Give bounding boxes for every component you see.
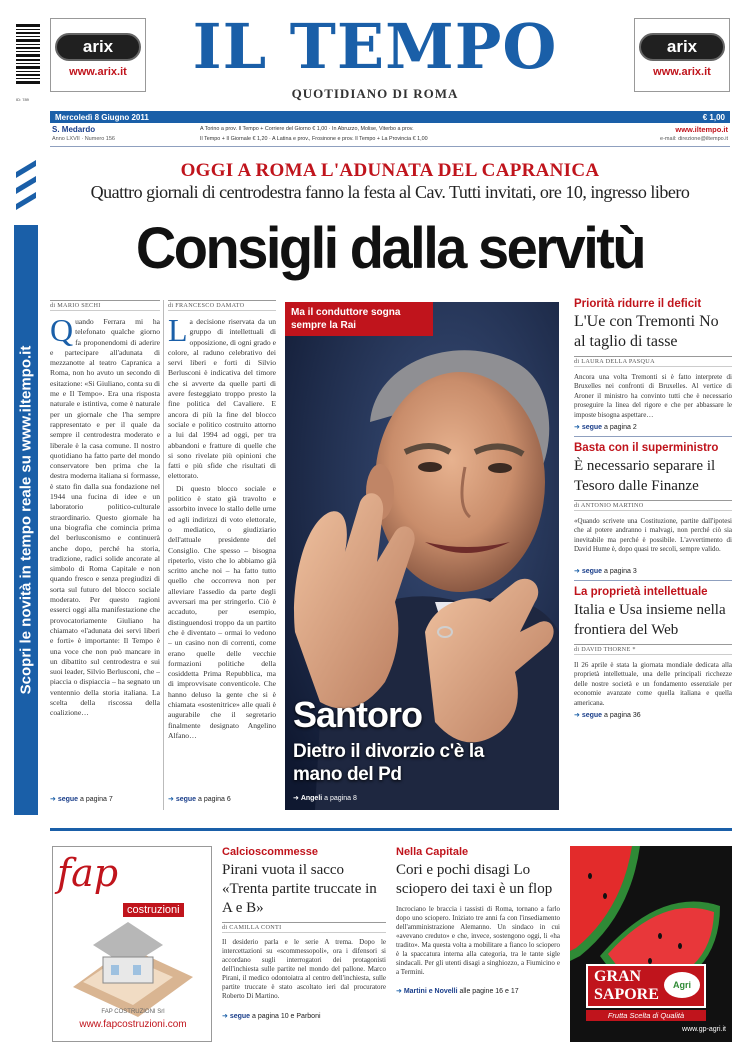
dateline-bar [50, 111, 730, 123]
issue-number: Anno LXVII · Numero 156 [52, 136, 115, 142]
byline: di MARIO SECHI [50, 300, 160, 311]
article-text: Il 26 aprile è stata la giornata mondiale dedicata alla proprietà intellettuale, una delle principali ricchezze delle nostre società e un fondamento essenziale per economie avanzate come quella italiana e quella americana. [574, 661, 732, 707]
story-title: L'Ue con Tremonti No al taglio di tasse [574, 313, 719, 350]
ad-arix-right[interactable] [634, 18, 730, 92]
saint-of-day: S. Medardo [52, 125, 96, 134]
article-text: Ancora una volta Tremonti si è fatto interprete di Bruxelles nei confronti di Bruxelles. Al vertice di Aroner il ministro ha convinto tutti che è necessario proseguire la linea del rigore e che per abbassare le imposte bisogna aspettare… [574, 373, 732, 419]
story-title: Italia e Usa insieme nella frontiera del Web [574, 602, 726, 638]
masthead-subtitle: QUOTIDIANO DI ROMA [291, 86, 459, 101]
email-link[interactable]: e-mail: direzione@iltempo.it [660, 136, 728, 142]
article-body [168, 317, 276, 791]
arrow-icon: ➜ [396, 988, 402, 995]
continued-link[interactable] [396, 987, 560, 995]
divider [574, 580, 732, 581]
photo-credit [293, 794, 357, 802]
continued-link[interactable] [168, 795, 276, 803]
arix-logo: arix [639, 33, 725, 61]
arrow-icon: ➜ [293, 795, 299, 802]
price: € 1,00 [702, 112, 725, 122]
arrow-icon: ➜ [222, 1013, 228, 1020]
sidebar-banner[interactable] [14, 225, 38, 815]
byline: di FRANCESCO DAMATO [168, 300, 276, 311]
gp-url[interactable]: www.gp-agri.it [682, 1026, 726, 1033]
byline: di DAVID THORNE * [574, 644, 732, 655]
continued-link[interactable] [50, 795, 160, 803]
photo-name: Santoro [293, 694, 423, 735]
barcode-caption: ID: 789 [16, 97, 29, 102]
story-rubric: La proprietà intellettuale [574, 586, 708, 598]
fap-contact: FAP COSTRUZIONI Srl [101, 1009, 165, 1015]
arrow-icon: ➜ [50, 796, 56, 803]
story-title: Pirani vuota il sacco «Trenta partite truccate in A e B» [222, 862, 377, 916]
headline-kicker: OGGI A ROMA L'ADUNATA DEL CAPRANICA [180, 160, 600, 181]
page-ref: a pagina 6 [198, 796, 231, 803]
page-ref: a pagina 8 [324, 795, 357, 802]
continued-link[interactable] [574, 567, 732, 575]
arrow-icon: ➜ [574, 568, 580, 575]
photo-caption: Dietro il divorzio c'è la mano del Pd [293, 741, 484, 785]
story-title: È necessario separare il Tesoro dalle Finanze [574, 458, 716, 494]
page-ref: a pagina 36 [604, 712, 641, 719]
byline: di LAURA DELLA PASQUA [574, 356, 732, 367]
arrow-icon: ➜ [574, 424, 580, 431]
gran-sapore-logo [586, 964, 706, 1008]
gp-tagline: Frutta Scelta di Qualità [586, 1010, 706, 1021]
sidebar-stripes [16, 160, 36, 220]
page-ref: alle pagine 16 e 17 [459, 988, 519, 995]
agri-badge: Agri [664, 972, 700, 998]
website-link[interactable]: www.iltempo.it [675, 125, 728, 134]
editorial-column-2 [168, 300, 276, 810]
fap-logo: fap [57, 851, 119, 895]
barcode-graphic [16, 14, 40, 92]
divider [574, 436, 732, 437]
ad-url: www.arix.it [69, 65, 127, 78]
story-calcioscommesse[interactable] [222, 846, 386, 1046]
barcode [16, 14, 40, 102]
article-text: uando Ferrara mi ha telefonato qualche giorno fa proponendomi di aderire e partecipare all'adunata di mezzanotte al teatro Capranica a Roma, non ho avuto un secondo di esitazione: «Si Giuliano, conta su di me e Il Tempo». Era una risposta naturale e istintiva, come è naturale per un giornale che l'ha sempre rappresentato e per il quale da sempre il centrodestra moderato e liberale è la casa comune. Il nostro quotidiano ha fatto parte del mondo conservatore ben prima che la destra moderna italiana si formasse, è stato fin dalla sua fondazione nel 1944 una fucina di idee e un laboratorio politico-culturale straordinario. Questo giornale ha una biografia che comincia prima del berlusconismo e continuerà anche dopo, perché ha storia, tradizione, radici solide ancorate al simbolo di Roma Capitale e non quando fresco e senza pregiudizi di sorta sul futuro del blocco sociale moderato. Per questo ragioni esserci oggi alla manifestazione che provocatoriamente Giuliano ha chiamato «l'adunata dei servi liberi e forti» è importante: Il Tempo è una voce che non può mancare in un dibattito sul centrodestra e sui suoi leader, Silvio Berlusconi, che – piaccia o dispiaccia – ha segnato un ventennio della storia italiana. La scelta della riscossa della coalizione… [50, 317, 160, 718]
continued-link[interactable] [222, 1012, 386, 1020]
authors: Martini e Novelli [403, 988, 458, 995]
byline: di ANTONIO MARTINO [574, 500, 732, 511]
page-ref: a pagina 10 e Parboni [252, 1013, 321, 1020]
ad-fap-costruzioni[interactable] [52, 846, 212, 1042]
segue-label: segue [581, 712, 603, 719]
section-separator [50, 828, 732, 831]
right-column [574, 298, 732, 810]
article-text: Il desiderio parla e le serie A trema. Dopo le intercettazioni su «scommessopoli», ora i difensori si accordano sugli interrogatori dei protagonisti dell'inchiesta sulle partite nel mondo del pallone. Marco Pirani, il medico odontoiatra al centro dell'inchiesta, sulle partite truccate è stato ascoltato ieri dal procuratore Roberto Di Martino. [222, 938, 386, 1000]
brand-line-1: GRAN [594, 968, 642, 985]
story-title: Cori e pochi disagi Lo sciopero dei taxi è un flop [396, 862, 553, 897]
story-rubric: Calcioscommesse [222, 846, 318, 858]
story-web[interactable] [574, 586, 732, 719]
offers-line-1: A Torino a prov. Il Tempo + Corriere del Giorno € 1,00 · In Abruzzo, Molise, Viterbo a prov. [200, 126, 414, 132]
article-text: «Quando scrivete una Costituzione, partite dall'ipotesi che al potere andranno i malvagi, non perché ciò sia inevitabile ma perché è possibile. L'avvertimento di David Hume è, dopo quasi tre secoli, sempre valido. [574, 517, 732, 554]
photo-kicker: Ma il conduttore sogna sempre la Rai [285, 302, 433, 336]
segue-label: segue [229, 1013, 251, 1020]
headline-title[interactable]: Consigli dalla servitù [135, 214, 645, 281]
story-rubric: Basta con il superministro [574, 442, 719, 454]
story-rubric: Nella Capitale [396, 846, 469, 858]
fap-sub: costruzioni [123, 903, 184, 917]
article-text: Incrociano le braccia i tassisti di Roma, tornano a farlo dopo uno sciopero. Iniziato tre anni fa con l'insediamento dell'amministrazione Alemanno. Un sindaco in cui «avevano creduto» e che, invece, sostengono oggi, li «ha tradito». Ma questa volta a mobilitare a fianco lo sciopero è la spaccatura interna alla categoria, tra le tante sigle sindacali. Per gli utenti disagi a singhiozzo, a Fiumicino e a Termini. [396, 905, 560, 976]
continued-link[interactable] [574, 711, 732, 719]
story-tesoro[interactable] [574, 442, 732, 575]
column-divider [163, 300, 164, 810]
story-taxi[interactable] [396, 846, 560, 1046]
drop-cap: Q [50, 317, 74, 348]
story-tremonti[interactable] [574, 298, 732, 431]
segue-label: segue [581, 424, 603, 431]
ad-arix-left[interactable] [50, 18, 146, 92]
date: Mercoledì 8 Giugno 2011 [55, 112, 149, 122]
ad-gran-sapore[interactable] [570, 846, 732, 1042]
photo-author: Angeli [300, 795, 323, 802]
fap-url[interactable]: www.fapcostruzioni.com [79, 1019, 187, 1030]
segue-label: segue [57, 796, 79, 803]
headline-deck: Quattro giornali di centrodestra fanno la festa al Cav. Tutti invitati, ore 10, ingresso libero [90, 182, 690, 202]
masthead-title: IL TEMPO [192, 10, 558, 83]
article-text-2: Di questo blocco sociale e politico è stato già travolto e assorbito invece lo stallo delle urne ed agli indirizzi di voto elettorale, o mediatico, o giudiziario dell'attuale presidente del Consiglio. Che spesso – bisogna ripeterlo, visto che lo abbiamo già scritto anche noi – ha fatto tutto quello che occorreva non per alleviare l'assedio da parte degli avversari ma per stringerlo. Ciò è accaduto, per esempio, distinguendosi troppo da un partito che è diventato – ormai lo vedono – un casino non di correnti, come erano quelle delle vecchie formazioni politiche della cosiddetta Prima Repubblica, ma di improvvisate conventicole. Che hanno deluso la gente che si è chiamata «sostenitrice» alle quali è augurabile che il segretario finalmente designato Angelino Alfano… [168, 483, 276, 740]
dateline-info [50, 125, 730, 147]
segue-label: segue [175, 796, 197, 803]
page-ref: a pagina 7 [80, 796, 113, 803]
cover-photo[interactable] [285, 302, 559, 810]
article-body [50, 317, 160, 791]
story-rubric: Priorità ridurre il deficit [574, 298, 702, 310]
byline: di CAMILLA CONTI [222, 922, 386, 933]
arrow-icon: ➜ [168, 796, 174, 803]
arrow-icon: ➜ [574, 712, 580, 719]
sidebar-text: Scopri le novità in tempo reale su www.iltempo.it [17, 345, 35, 695]
arix-logo: arix [55, 33, 141, 61]
article-text: a decisione riservata da un gruppo di intellettuali di opposizione, di ogni grado e colore, al raduno celebrativo dei servi liberi e forti di Silvio Berlusconi è indicativa del timore che si avverte da quelle parti di avere festeggiato troppo presto la fine politica del Cavaliere. E ancora di più la fine del blocco sociale e politico costruito attorno a lui dal 1994 ad oggi, per tra abbandoni e fratture di quelle che si sono rivelate più opinioni che fatti e più sfide che risultati di elettorato. [168, 317, 276, 481]
drop-cap: L [168, 317, 188, 348]
segue-label: segue [581, 568, 603, 575]
brand-line-2: SAPORE [594, 986, 659, 1003]
continued-link[interactable] [574, 423, 732, 431]
ad-url: www.arix.it [653, 65, 711, 78]
editorial-column-1 [50, 300, 160, 810]
page-ref: a pagina 2 [604, 424, 637, 431]
offers-line-2: Il Tempo + Il Giornale € 1,20 · A Latina e prov., Frosinone e prov. Il Tempo + La Provincia € 1,00 [200, 136, 428, 142]
page-ref: a pagina 3 [604, 568, 637, 575]
